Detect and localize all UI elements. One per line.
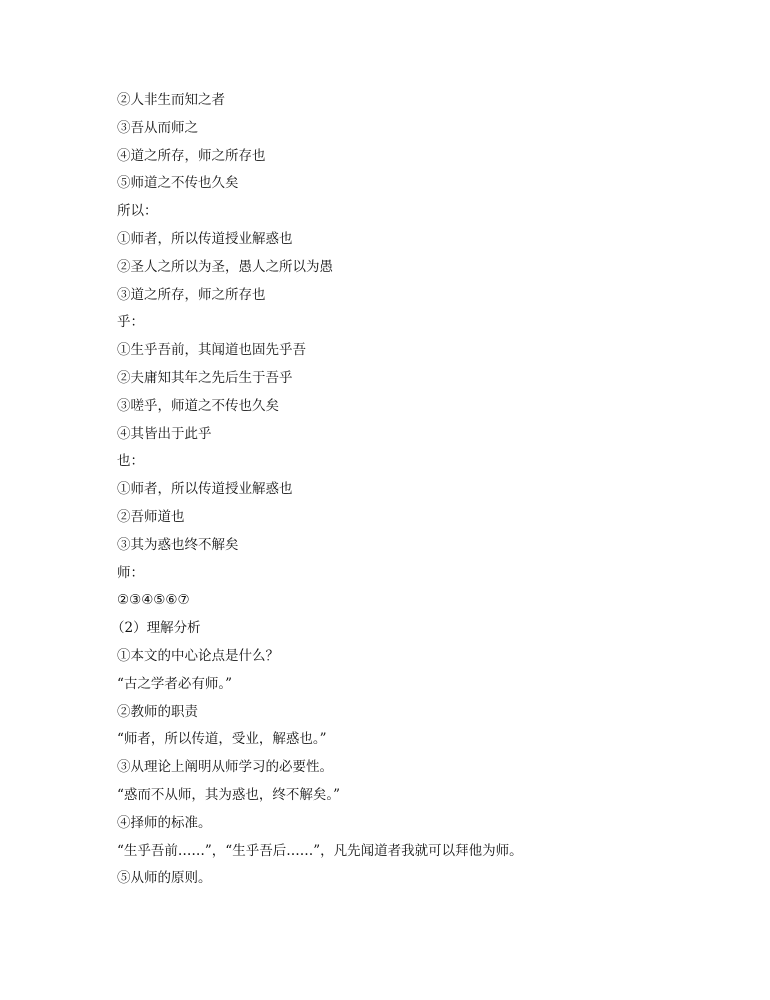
text-line: ③道之所存，师之所存也 bbox=[117, 286, 266, 303]
quote-line: “惑而不从师，其为惑也，终不解矣。” bbox=[117, 786, 341, 803]
quote-line: “师者，所以传道，受业，解惑也。” bbox=[117, 731, 327, 748]
text-line: ③嗟乎，师道之不传也久矣 bbox=[117, 397, 279, 414]
section-heading: （2）理解分析 bbox=[111, 620, 201, 637]
question-line: ②教师的职责 bbox=[117, 703, 198, 720]
question-line: ⑤从师的原则。 bbox=[117, 870, 212, 887]
section-label: 师： bbox=[117, 564, 144, 581]
text-line: ④其皆出于此乎 bbox=[117, 425, 212, 442]
text-line: ②圣人之所以为圣，愚人之所以为愚 bbox=[117, 258, 333, 275]
question-line: ③从理论上阐明从师学习的必要性。 bbox=[117, 759, 333, 776]
section-label: 所以： bbox=[117, 203, 158, 220]
text-line: ③吾从而师之 bbox=[117, 119, 198, 136]
text-line: ②人非生而知之者 bbox=[117, 92, 225, 108]
section-label: 乎： bbox=[117, 314, 144, 331]
text-line: ⑤师道之不传也久矣 bbox=[117, 175, 239, 192]
text-line: ②夫庸知其年之先后生于吾乎 bbox=[117, 369, 293, 386]
question-line: ①本文的中心论点是什么？ bbox=[117, 647, 279, 664]
quote-line: “古之学者必有师。” bbox=[117, 675, 233, 692]
text-line: ④道之所存，师之所存也 bbox=[117, 147, 266, 164]
text-line: ②③④⑤⑥⑦ bbox=[117, 592, 190, 609]
text-line: ③其为惑也终不解矣 bbox=[117, 536, 239, 553]
section-label: 也： bbox=[117, 453, 144, 470]
document-body bbox=[111, 87, 717, 893]
text-line: ①生乎吾前，其闻道也固先乎吾 bbox=[117, 342, 306, 359]
text-line: ①师者，所以传道授业解惑也 bbox=[117, 481, 293, 498]
question-line: ④择师的标准。 bbox=[117, 814, 212, 831]
text-line: ②吾师道也 bbox=[117, 508, 185, 525]
quote-line: “生乎吾前……”，“生乎吾后……”，凡先闻道者我就可以拜他为师。 bbox=[117, 842, 523, 859]
text-line: ①师者，所以传道授业解惑也 bbox=[117, 230, 293, 247]
